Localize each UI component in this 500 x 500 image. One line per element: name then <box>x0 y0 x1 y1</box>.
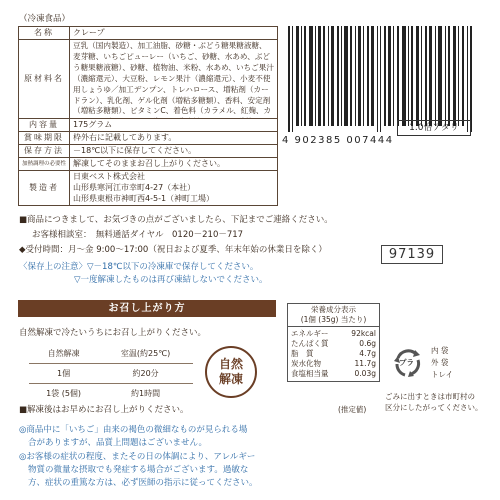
nutrient-name: 脂 質 <box>291 349 314 358</box>
howto-title: お召し上がり方 <box>18 300 276 317</box>
spec-value: －18℃以下に保存してください。 <box>73 146 197 155</box>
barcode-digits: 4 902385 007444 <box>282 135 394 146</box>
nutrition-header <box>288 304 379 327</box>
nutrient-name: たんぱく質 <box>291 339 329 348</box>
spec-label: 名称 <box>19 27 70 39</box>
recycle-symbol-text: プラ <box>399 358 414 367</box>
warning-line-5: 方、症状の重篤な方は、必ず医師の指示に従ってください。 <box>28 478 258 488</box>
barcode-bars <box>280 26 486 134</box>
nutrient-value: 4.7g <box>359 349 376 358</box>
spec-row-storage <box>19 145 277 158</box>
nutrient-name: 食塩相当量 <box>291 369 329 378</box>
storage-note-1: 〈保存上の注意〉▽－18℃以下の冷凍庫で保存してください。 <box>19 262 259 272</box>
spec-label: 内容量 <box>19 119 70 131</box>
spec-value: クレープ <box>73 28 105 37</box>
spec-row-amount <box>19 119 277 132</box>
recycle-part: 外 袋 <box>431 358 449 367</box>
inquiry-line-1: ■商品につきまして、お気づきの点がございましたら、下記までご連絡ください。 <box>19 215 333 225</box>
warning-line-2: 合がありますが、品質上問題はございません。 <box>28 438 208 448</box>
recycle-part: トレイ <box>431 370 454 379</box>
nutrition-table <box>287 303 380 382</box>
nutrient-value: 0.03g <box>354 369 376 378</box>
nutrition-row <box>288 339 379 349</box>
spec-row-name <box>19 27 277 40</box>
thaw-badge <box>205 346 257 398</box>
spec-label: 原材料名 <box>19 40 70 118</box>
lot-code: 97139 <box>381 245 443 264</box>
nutrition-row <box>288 349 379 359</box>
warning-line-3: ◎お客様の症状の程度、またその日の体調により、アレルギー <box>19 452 256 462</box>
table-cell: 自然解凍 <box>47 349 80 358</box>
nutrition-title: 栄養成分表示 <box>311 305 356 314</box>
recycle-icon <box>391 346 425 380</box>
nutrition-row <box>288 369 379 381</box>
badge-line-1: 自然 <box>218 357 243 371</box>
spec-value: 175グラム <box>73 120 113 129</box>
recycle-note-2: 区分にしたがってください。 <box>385 403 483 412</box>
table-row <box>29 364 193 384</box>
spec-row-ingredients <box>19 40 277 119</box>
nutrition-row <box>288 327 379 339</box>
ingredient-table <box>18 26 278 206</box>
spec-label: 賞味期限 <box>19 132 70 144</box>
nutrient-name: 炭水化物 <box>291 359 321 368</box>
table-cell: 約20分 <box>98 364 193 384</box>
warning-line-4: 物質の微量な摂取でも発症する場合がございます。過敏な <box>28 465 249 475</box>
table-cell: 室温(約25℃) <box>120 349 171 358</box>
table-row <box>29 344 193 364</box>
category-label: （冷凍食品） <box>19 14 71 24</box>
qty-label: 1.0倍アタリ <box>397 120 471 136</box>
nutrient-value: 92kcal <box>351 329 376 338</box>
spec-value: 枠外右に記載してあります。 <box>73 133 177 142</box>
table-cell: 1袋 (5個) <box>29 384 98 404</box>
nutrient-value: 11.7g <box>354 359 376 368</box>
storage-note-2: ▽一度解凍したものは再び凍結しないでください。 <box>74 275 268 285</box>
spec-label: 製造者 <box>19 171 70 205</box>
spec-row-expiry <box>19 132 277 145</box>
recycle-part: 内 袋 <box>431 346 449 355</box>
table-cell: 1個 <box>29 364 98 384</box>
spec-value: 日東ベスト株式会社 山形県寒河江市幸町4-27（本社） 山形県東根市神町西4-5-1（神町工場） <box>73 172 215 203</box>
spec-label: 保存方法 <box>19 145 70 157</box>
spec-label: 加熱調理の必要性 <box>19 158 70 170</box>
nutrition-note: (推定値) <box>338 405 367 414</box>
table-row <box>29 384 193 404</box>
inquiry-line-3: ◆受付時間：月～金 9:00～17:00（祝日および夏季、年末年始の休業日を除く） <box>19 245 327 255</box>
spec-value: 豆乳（国内製造）、加工油脂、砂糖・ぶどう糖果糖液糖、麦芽糖、いちごピューレー（いちご、砂糖、水あめ、ぶどう糖果糖液糖）、砂糖、植物油、米粉、水あめ、いちご果汁（濃縮還元）、大豆粉、レモン果汁（濃縮還元）、小麦不使用しょうゆ／加工デンプン、トレハロース、増粘剤（カードラン）、乳化剤、ゲル化剤（増粘多糖類）、香料、安定剤（増粘多糖類）、ビタミンC、着色料（カラメル、紅麹、カ <box>73 41 274 116</box>
howto-after: ■解凍後はお早めにお召し上がりください。 <box>19 405 189 415</box>
spec-row-maker <box>19 171 277 205</box>
recycle-note-1: ごみに出すときは市町村の <box>385 392 475 401</box>
nutrition-subtitle: (1個 (35g) 当たり) <box>300 315 367 324</box>
warning-line-1: ◎商品中に「いちご」由来の褐色の微細なものが見られる場 <box>19 425 248 435</box>
nutrient-name: エネルギー <box>291 329 329 338</box>
spec-row-heating <box>19 158 277 171</box>
nutrient-value: 0.6g <box>359 339 376 348</box>
nutrition-row <box>288 359 379 369</box>
inquiry-line-2: お客様相談室： 無料通話ダイヤル 0120－210－717 <box>32 230 244 240</box>
thaw-table <box>29 344 193 403</box>
table-cell: 約1時間 <box>98 384 193 404</box>
howto-lead: 自然解凍で冷たいうちにお召し上がりください。 <box>19 328 207 338</box>
badge-line-2: 解凍 <box>218 372 243 386</box>
spec-value: 解凍してそのままお召し上がりください。 <box>73 159 225 168</box>
